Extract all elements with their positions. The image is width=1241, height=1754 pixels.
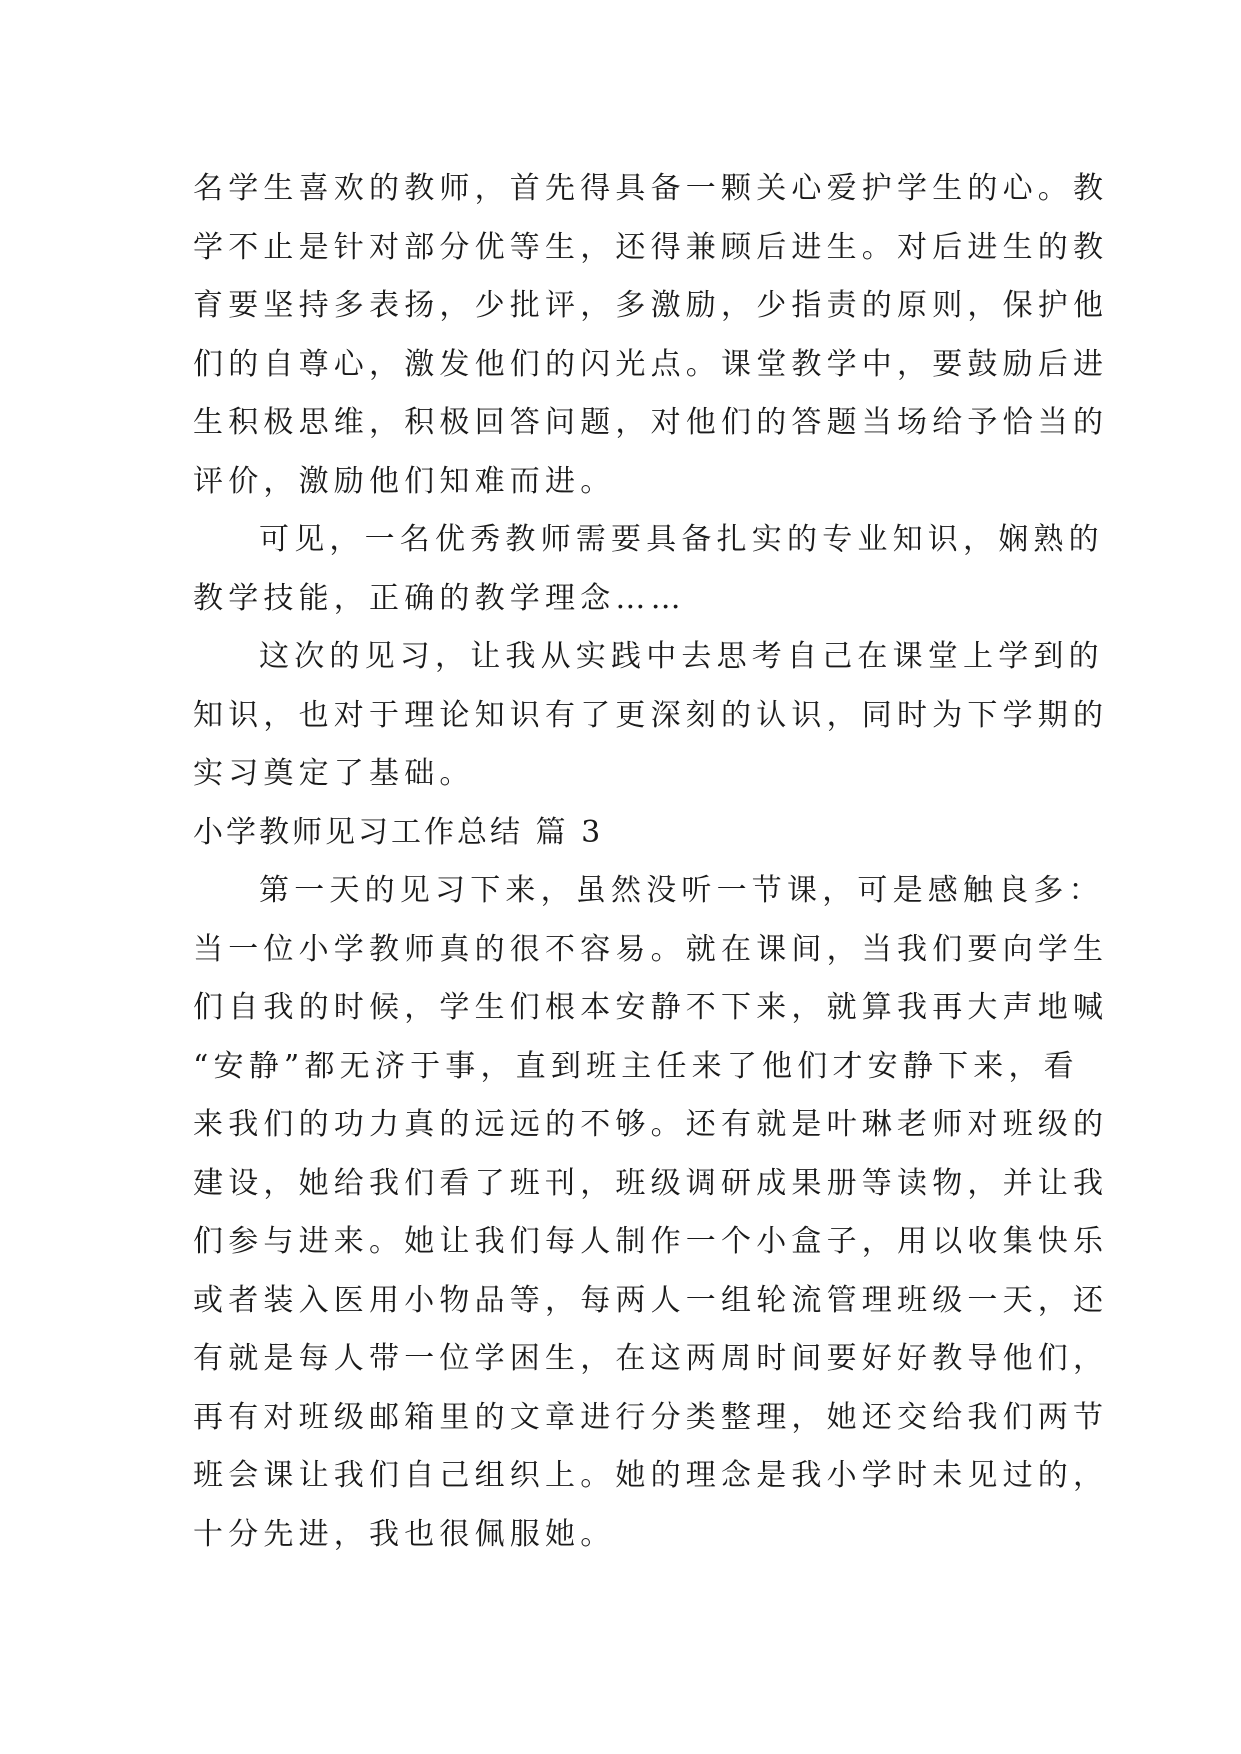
text-line: 教学技能，正确的教学理念……: [193, 580, 686, 616]
text-line: 第一天的见习下来，虽然没听一节课，可是感触良多：: [259, 873, 1104, 908]
paragraph-conclusion: [193, 511, 1104, 628]
text-line: 建设，她给我们看了班刊，班级调研成果册等读物，并让我: [193, 1165, 1109, 1201]
text-line: 再有对班级邮箱里的文章进行分类整理，她还交给我们两节: [193, 1399, 1109, 1435]
text-line: 或者装入医用小物品等，每两人一组轮流管理班级一天，还: [193, 1282, 1109, 1318]
text-line: 知识，也对于理论知识有了更深刻的认识，同时为下学期的: [193, 697, 1109, 733]
text-line: 生积极思维，积极回答问题，对他们的答题当场给予恰当的: [193, 405, 1109, 440]
text-line: “安静”都无济于事，直到班主任来了他们才安静下来，看: [193, 1048, 1079, 1084]
text-line: 名学生喜欢的教师，首先得具备一颗关心爱护学生的心。教: [193, 171, 1109, 206]
text-line: 十分先进，我也很佩服她。: [193, 1516, 616, 1552]
text-line: 评价，激励他们知难而进。: [193, 463, 616, 499]
text-line: 有就是每人带一位学困生，在这两周时间要好好教导他们，: [193, 1341, 1109, 1376]
text-line: 可见，一名优秀教师需要具备扎实的专业知识，娴熟的: [259, 522, 1104, 557]
text-line: 来我们的功力真的远远的不够。还有就是叶琳老师对班级的: [193, 1107, 1109, 1142]
text-line: 当一位小学教师真的很不容易。就在课间，当我们要向学生: [193, 931, 1109, 967]
text-line: 这次的见习，让我从实践中去思考自己在课堂上学到的: [259, 639, 1104, 674]
paragraph-first-day: [193, 862, 1109, 1564]
text-line: 们自我的时候，学生们根本安静不下来，就算我再大声地喊: [193, 990, 1109, 1025]
text-line: 班会课让我们自己组织上。她的理念是我小学时未见过的，: [193, 1458, 1109, 1493]
document-body: [193, 160, 1109, 1564]
text-line: 育要坚持多表扬，少批评，多激励，少指责的原则，保护他: [193, 288, 1109, 323]
paragraph-continuation: [193, 160, 1109, 511]
section-heading: 小学教师见习工作总结 篇 3: [193, 814, 604, 850]
paragraph-reflection: [193, 628, 1109, 804]
text-line: 们参与进来。她让我们每人制作一个小盒子，用以收集快乐: [193, 1224, 1109, 1259]
text-line: 实习奠定了基础。: [193, 756, 475, 791]
text-line: 学不止是针对部分优等生，还得兼顾后进生。对后进生的教: [193, 229, 1109, 265]
text-line: 们的自尊心，激发他们的闪光点。课堂教学中，要鼓励后进: [193, 346, 1109, 382]
